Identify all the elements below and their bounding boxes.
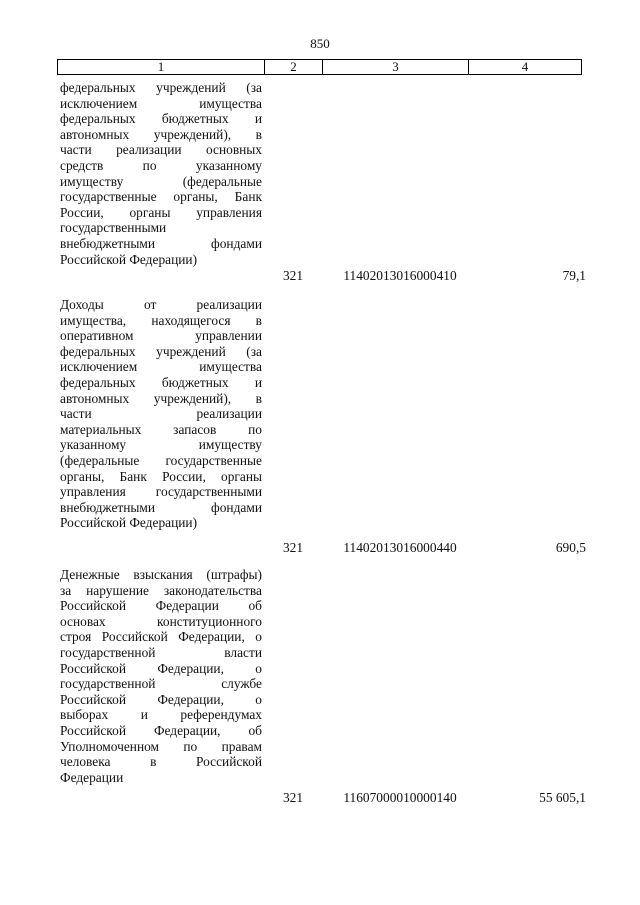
row-description	[60, 567, 262, 785]
description-line: автономных учреждений), в	[60, 126, 262, 142]
description-line: строя Российской Федерации, о	[60, 629, 262, 645]
budget-code: 11402013016000440	[343, 540, 457, 555]
page-number: 850	[310, 36, 330, 51]
description-line: Российской Федерации, о	[60, 691, 262, 707]
description-line: Федерации	[60, 769, 124, 785]
description-line: Российской Федерации)	[60, 251, 198, 267]
description-line: указанному имуществу	[60, 437, 262, 453]
description-line: государственными	[60, 220, 167, 236]
description-line: внебюджетными фондами	[60, 499, 262, 515]
description-line: выборах и референдумах	[60, 707, 262, 723]
description-line: части реализации	[60, 406, 262, 422]
description-line: федеральных учреждений (за	[60, 343, 262, 359]
column-header-table	[57, 59, 582, 75]
amount-value: 690,5	[555, 540, 586, 555]
description-line: исключением имущества	[60, 95, 262, 111]
description-line: федеральных учреждений (за	[60, 80, 262, 95]
description-line: средств по указанному	[60, 157, 262, 173]
admin-code: 321	[282, 540, 304, 555]
column-header-1: 1	[58, 60, 265, 75]
description-line: оперативном управлении	[60, 328, 262, 344]
amount-value: 55 605,1	[539, 790, 586, 805]
description-line: государственные органы, Банк	[60, 189, 262, 205]
description-line: исключением имущества	[60, 359, 262, 375]
description-line: (федеральные государственные	[60, 452, 262, 468]
description-line: государственной власти	[60, 644, 262, 660]
description-line: материальных запасов по	[60, 421, 262, 437]
amount-value: 79,1	[562, 268, 586, 283]
description-line: внебюджетными фондами	[60, 235, 262, 251]
description-line: части реализации основных	[60, 142, 262, 158]
description-line: Российской Федерации)	[60, 515, 198, 531]
description-line: за нарушение законодательства	[60, 582, 262, 598]
admin-code: 321	[282, 790, 304, 805]
description-line: автономных учреждений), в	[60, 390, 262, 406]
description-line: России, органы управления	[60, 204, 262, 220]
description-line: Доходы от реализации	[60, 297, 262, 312]
description-line: органы, Банк России, органы	[60, 468, 262, 484]
description-line: федеральных бюджетных и	[60, 111, 262, 127]
admin-code: 321	[282, 268, 304, 283]
description-line: Российской Федерации, о	[60, 660, 262, 676]
budget-code: 11607000010000140	[343, 790, 457, 805]
budget-code: 11402013016000410	[343, 268, 457, 283]
description-line: основах конституционного	[60, 613, 262, 629]
row-description	[60, 80, 262, 267]
column-header-row	[58, 60, 582, 75]
description-line: управления государственными	[60, 484, 262, 500]
column-header-4: 4	[469, 60, 582, 75]
description-line: Денежные взыскания (штрафы)	[60, 567, 262, 582]
description-line: Российской Федерации об	[60, 598, 262, 614]
description-line: человека в Российской	[60, 754, 262, 770]
column-header-3: 3	[323, 60, 469, 75]
description-line: имущества, находящегося в	[60, 312, 262, 328]
column-header-2: 2	[265, 60, 323, 75]
description-line: Уполномоченном по правам	[60, 738, 262, 754]
description-line: федеральных бюджетных и	[60, 374, 262, 390]
description-line: Российской Федерации, об	[60, 722, 262, 738]
description-line: имуществу (федеральные	[60, 173, 262, 189]
description-line: государственной службе	[60, 676, 262, 692]
row-description	[60, 297, 262, 531]
